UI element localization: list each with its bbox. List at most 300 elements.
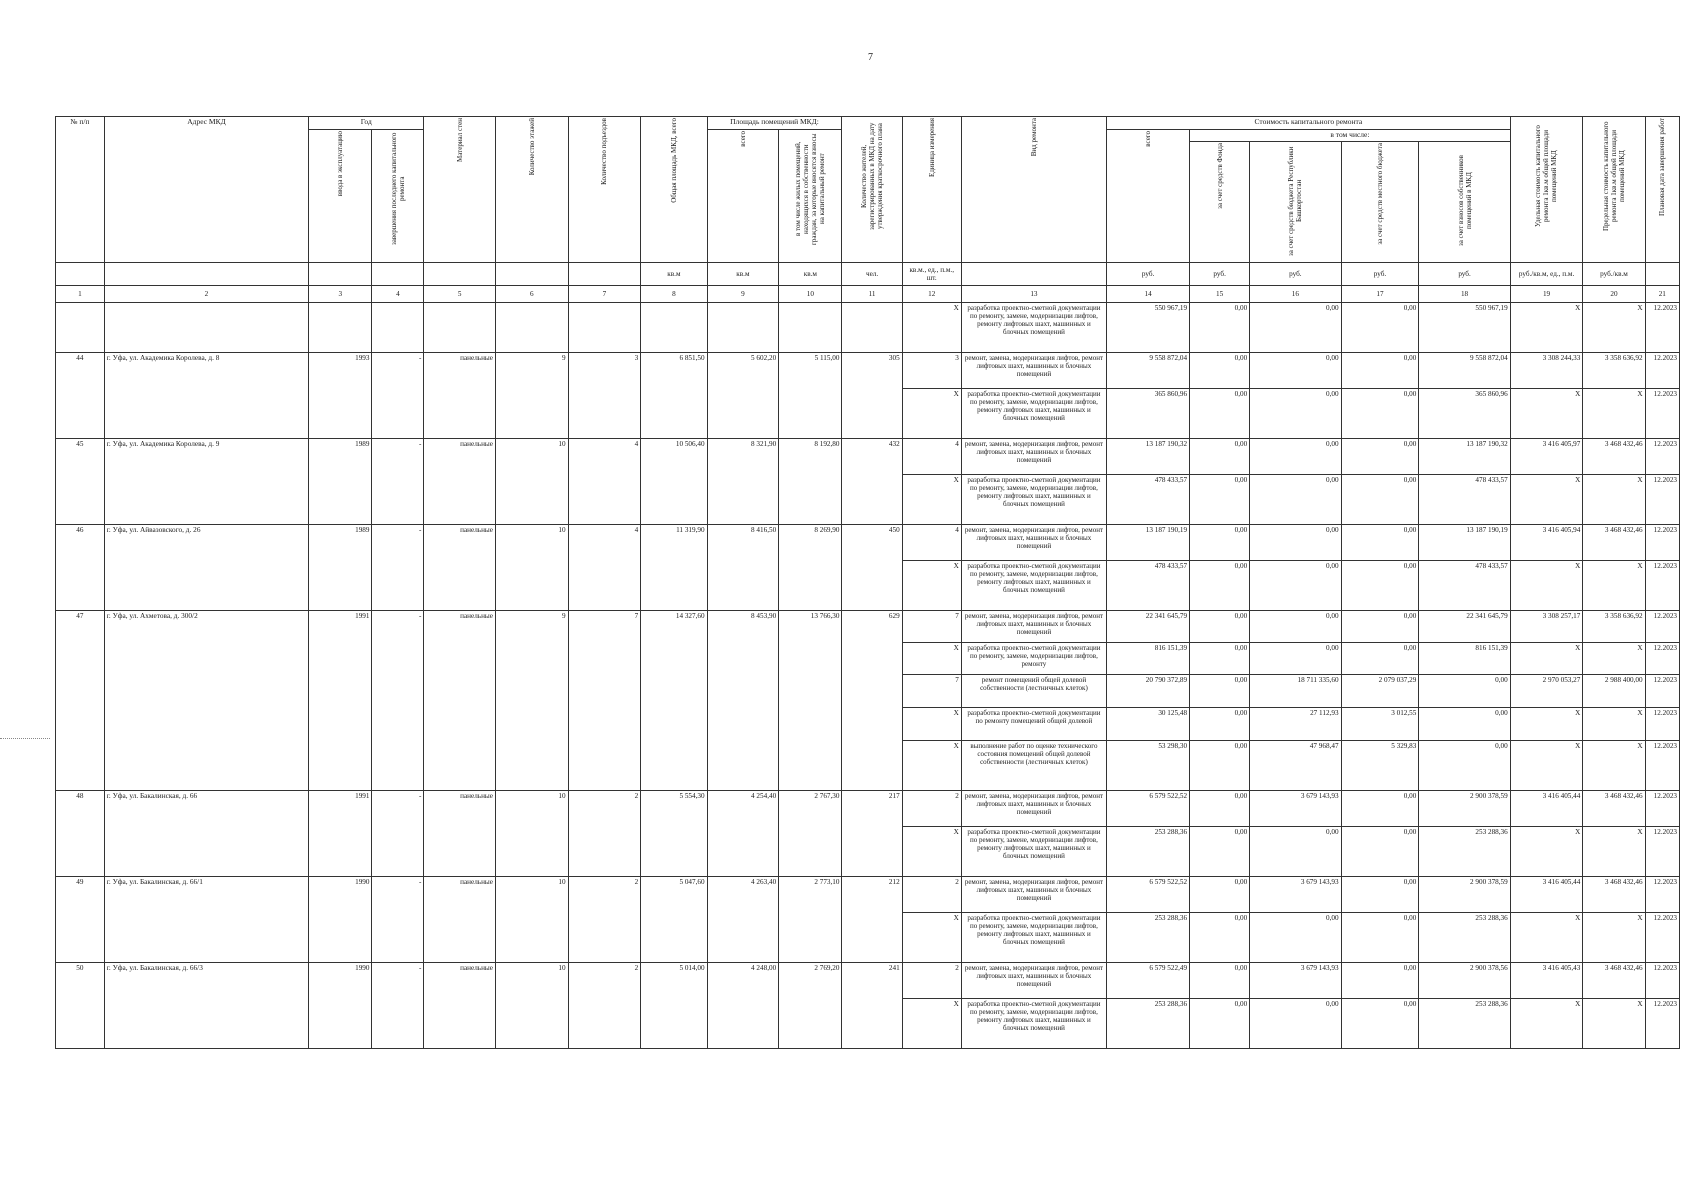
hdr-area-all: всего <box>707 130 779 263</box>
column-numbers-row <box>56 285 1680 302</box>
cost-local-cell: 0,00 <box>1341 352 1419 388</box>
area-owned-cell: 2 769,20 <box>779 962 842 1048</box>
cost-rb-cell: 0,00 <box>1250 474 1341 524</box>
cost-total-cell: 478 433,57 <box>1107 560 1190 610</box>
cost-owners-cell: 2 900 378,59 <box>1419 790 1510 826</box>
cost-owners-cell: 0,00 <box>1419 707 1510 740</box>
cost-owners-cell: 478 433,57 <box>1419 560 1510 610</box>
cost-local-cell: 0,00 <box>1341 912 1419 962</box>
unit-count-cell: 2 <box>902 790 961 826</box>
year-last-repair-cell: - <box>372 524 424 610</box>
unit-cell <box>372 262 424 285</box>
table-row <box>56 790 1680 826</box>
deadline-cell: 12.2023 <box>1645 302 1679 352</box>
cost-owners-cell: 2 900 378,59 <box>1419 876 1510 912</box>
work-type-cell: разработка проектно-сметной документации по ремонту помещений общей долевой <box>961 707 1106 740</box>
cost-rb-cell: 0,00 <box>1250 352 1341 388</box>
work-type-cell: ремонт, замена, модернизация лифтов, ремонт лифтовых шахт, машинных и блочных помещений <box>961 876 1106 912</box>
cost-local-cell: 5 329,83 <box>1341 740 1419 790</box>
unit-cost-cell: 3 416 405,44 <box>1510 790 1583 826</box>
cost-total-cell: 6 579 522,52 <box>1107 876 1190 912</box>
page-number: 7 <box>868 52 873 63</box>
cost-fund-cell: 0,00 <box>1190 474 1250 524</box>
work-type-cell: разработка проектно-сметной документации по ремонту, замене, модернизации лифтов, ремонту лифтовых шахт, машинных и блочных помещений <box>961 826 1106 876</box>
cost-rb-cell: 47 968,47 <box>1250 740 1341 790</box>
hdr-num: № п/п <box>56 117 105 263</box>
unit-cell <box>424 262 496 285</box>
work-type-cell: ремонт, замена, модернизация лифтов, ремонт лифтовых шахт, машинных и блочных помещений <box>961 524 1106 560</box>
hdr-year-last-repair: завершения последнего капитального ремонта <box>372 130 424 263</box>
year-last-repair-cell: - <box>372 962 424 1048</box>
cost-owners-cell: 0,00 <box>1419 740 1510 790</box>
unit-cell <box>104 262 308 285</box>
area-all-cell: 4 248,00 <box>707 962 779 1048</box>
address-cell: г. Уфа, ул. Бакалинская, д. 66/1 <box>104 876 308 962</box>
residents-cell: 450 <box>842 524 902 610</box>
work-type-cell: разработка проектно-сметной документации по ремонту, замене, модернизации лифтов, ремонту <box>961 642 1106 674</box>
cost-rb-cell: 3 679 143,93 <box>1250 962 1341 998</box>
cost-total-cell: 816 151,39 <box>1107 642 1190 674</box>
unit-cost-cell: 3 308 244,33 <box>1510 352 1583 388</box>
limit-cost-cell: 2 988 400,00 <box>1583 674 1645 707</box>
cost-rb-cell: 3 679 143,93 <box>1250 876 1341 912</box>
year-commission-cell: 1990 <box>309 962 372 1048</box>
unit-count-cell: X <box>902 642 961 674</box>
unit-cost-cell: X <box>1510 560 1583 610</box>
entrances-cell <box>568 302 641 352</box>
deadline-cell: 12.2023 <box>1645 352 1679 388</box>
year-last-repair-cell: - <box>372 352 424 438</box>
table-row <box>56 962 1680 998</box>
header-row-1 <box>56 117 1680 130</box>
entrances-cell: 2 <box>568 876 641 962</box>
unit-cost-cell: X <box>1510 302 1583 352</box>
cost-rb-cell: 0,00 <box>1250 826 1341 876</box>
column-number-cell: 20 <box>1583 285 1645 302</box>
area-owned-cell: 13 766,30 <box>779 610 842 790</box>
column-number-cell: 1 <box>56 285 105 302</box>
unit-count-cell: X <box>902 388 961 438</box>
cost-rb-cell: 18 711 335,60 <box>1250 674 1341 707</box>
unit-count-cell: X <box>902 474 961 524</box>
deadline-cell: 12.2023 <box>1645 912 1679 962</box>
work-type-cell: ремонт, замена, модернизация лифтов, ремонт лифтовых шахт, машинных и блочных помещений <box>961 438 1106 474</box>
residents-cell <box>842 302 902 352</box>
deadline-cell: 12.2023 <box>1645 826 1679 876</box>
cost-fund-cell: 0,00 <box>1190 674 1250 707</box>
cost-local-cell: 2 079 037,29 <box>1341 674 1419 707</box>
unit-count-cell: 4 <box>902 438 961 474</box>
residents-cell: 241 <box>842 962 902 1048</box>
work-type-cell: разработка проектно-сметной документации по ремонту, замене, модернизации лифтов, ремонту лифтовых шахт, машинных и блочных помещений <box>961 388 1106 438</box>
cost-fund-cell: 0,00 <box>1190 826 1250 876</box>
cost-rb-cell: 0,00 <box>1250 302 1341 352</box>
entrances-cell: 4 <box>568 524 641 610</box>
cost-owners-cell: 478 433,57 <box>1419 474 1510 524</box>
deadline-cell: 12.2023 <box>1645 560 1679 610</box>
cost-total-cell: 253 288,36 <box>1107 826 1190 876</box>
cost-local-cell: 0,00 <box>1341 998 1419 1048</box>
unit-count-cell: X <box>902 707 961 740</box>
area-owned-cell: 2 767,30 <box>779 790 842 876</box>
deadline-cell: 12.2023 <box>1645 674 1679 707</box>
cost-total-cell: 22 341 645,79 <box>1107 610 1190 642</box>
hdr-entrances: Количество подъездов <box>568 117 641 263</box>
unit-count-cell: X <box>902 302 961 352</box>
deadline-cell: 12.2023 <box>1645 740 1679 790</box>
wall-material-cell: панельные <box>424 524 496 610</box>
hdr-unit-cost: Удельная стоимость капитального ремонта 1кв.м общей площади помещений МКД <box>1510 117 1583 263</box>
address-cell: г. Уфа, ул. Бакалинская, д. 66 <box>104 790 308 876</box>
limit-cost-cell: X <box>1583 826 1645 876</box>
hdr-cost-total: всего <box>1107 130 1190 263</box>
unit-cost-cell: X <box>1510 474 1583 524</box>
unit-cell: руб. <box>1190 262 1250 285</box>
unit-count-cell: 7 <box>902 610 961 642</box>
cost-fund-cell: 0,00 <box>1190 352 1250 388</box>
deadline-cell: 12.2023 <box>1645 610 1679 642</box>
limit-cost-cell: X <box>1583 642 1645 674</box>
floors-cell: 10 <box>495 962 568 1048</box>
column-number-cell: 14 <box>1107 285 1190 302</box>
column-number-cell: 21 <box>1645 285 1679 302</box>
total-area-cell: 10 506,40 <box>641 438 707 524</box>
cost-local-cell: 0,00 <box>1341 610 1419 642</box>
limit-cost-cell: 3 358 636,92 <box>1583 352 1645 388</box>
deadline-cell: 12.2023 <box>1645 790 1679 826</box>
work-type-cell: разработка проектно-сметной документации по ремонту, замене, модернизации лифтов, ремонту лифтовых шахт, машинных и блочных помещений <box>961 998 1106 1048</box>
entrances-cell: 3 <box>568 352 641 438</box>
hdr-cost-owners: за счет взносов собственников помещений в МКД <box>1419 141 1510 262</box>
row-number: 46 <box>56 524 105 610</box>
unit-cost-cell: 3 308 257,17 <box>1510 610 1583 642</box>
cost-owners-cell: 13 187 190,19 <box>1419 524 1510 560</box>
deadline-cell: 12.2023 <box>1645 642 1679 674</box>
cost-local-cell: 0,00 <box>1341 826 1419 876</box>
work-type-cell: ремонт помещений общей долевой собственности (лестничных клеток) <box>961 674 1106 707</box>
table-row <box>56 524 1680 560</box>
hdr-premises-group: Площадь помещений МКД: <box>707 117 842 130</box>
limit-cost-cell: X <box>1583 912 1645 962</box>
column-number-cell: 2 <box>104 285 308 302</box>
work-type-cell: выполнение работ по оценке технического состояния помещений общей долевой собственности (лестничных клеток) <box>961 740 1106 790</box>
column-number-cell: 16 <box>1250 285 1341 302</box>
cost-owners-cell: 253 288,36 <box>1419 826 1510 876</box>
cost-owners-cell: 0,00 <box>1419 674 1510 707</box>
cost-owners-cell: 2 900 378,56 <box>1419 962 1510 998</box>
column-number-cell: 13 <box>961 285 1106 302</box>
cost-fund-cell: 0,00 <box>1190 438 1250 474</box>
cost-rb-cell: 0,00 <box>1250 388 1341 438</box>
floors-cell: 10 <box>495 876 568 962</box>
year-commission-cell <box>309 302 372 352</box>
column-number-cell: 12 <box>902 285 961 302</box>
wall-material-cell: панельные <box>424 790 496 876</box>
total-area-cell: 5 047,60 <box>641 876 707 962</box>
column-number-cell: 17 <box>1341 285 1419 302</box>
column-number-cell: 11 <box>842 285 902 302</box>
year-commission-cell: 1989 <box>309 438 372 524</box>
year-commission-cell: 1990 <box>309 876 372 962</box>
cost-total-cell: 253 288,36 <box>1107 998 1190 1048</box>
column-number-cell: 8 <box>641 285 707 302</box>
unit-cell: кв.м <box>641 262 707 285</box>
year-commission-cell: 1993 <box>309 352 372 438</box>
limit-cost-cell: X <box>1583 998 1645 1048</box>
area-all-cell: 4 263,40 <box>707 876 779 962</box>
cost-rb-cell: 0,00 <box>1250 642 1341 674</box>
unit-cell: кв.м., ед., п.м., шт. <box>902 262 961 285</box>
address-cell <box>104 302 308 352</box>
hdr-address: Адрес МКД <box>104 117 308 263</box>
column-number-cell: 18 <box>1419 285 1510 302</box>
year-commission-cell: 1991 <box>309 790 372 876</box>
work-type-cell: ремонт, замена, модернизация лифтов, ремонт лифтовых шахт, машинных и блочных помещений <box>961 790 1106 826</box>
year-last-repair-cell: - <box>372 438 424 524</box>
area-all-cell: 8 453,90 <box>707 610 779 790</box>
hdr-cost-rb: за счет средств бюджета Республики Башкортостан <box>1250 141 1341 262</box>
deadline-cell: 12.2023 <box>1645 388 1679 438</box>
unit-count-cell: 3 <box>902 352 961 388</box>
residents-cell: 212 <box>842 876 902 962</box>
cost-fund-cell: 0,00 <box>1190 707 1250 740</box>
cost-fund-cell: 0,00 <box>1190 642 1250 674</box>
cost-local-cell: 0,00 <box>1341 560 1419 610</box>
area-all-cell: 8 321,90 <box>707 438 779 524</box>
column-number-cell: 5 <box>424 285 496 302</box>
floors-cell: 9 <box>495 610 568 790</box>
table-row <box>56 438 1680 474</box>
unit-cell: руб. <box>1419 262 1510 285</box>
cost-local-cell: 0,00 <box>1341 438 1419 474</box>
cost-rb-cell: 0,00 <box>1250 438 1341 474</box>
residents-cell: 432 <box>842 438 902 524</box>
cost-fund-cell: 0,00 <box>1190 610 1250 642</box>
unit-cost-cell: 3 416 405,43 <box>1510 962 1583 998</box>
deadline-cell: 12.2023 <box>1645 962 1679 998</box>
column-number-cell: 19 <box>1510 285 1583 302</box>
work-type-cell: разработка проектно-сметной документации по ремонту, замене, модернизации лифтов, ремонту лифтовых шахт, машинных и блочных помещений <box>961 560 1106 610</box>
cost-local-cell: 0,00 <box>1341 642 1419 674</box>
residents-cell: 217 <box>842 790 902 876</box>
unit-count-cell: X <box>902 826 961 876</box>
cost-owners-cell: 253 288,36 <box>1419 998 1510 1048</box>
cost-total-cell: 365 860,96 <box>1107 388 1190 438</box>
entrances-cell: 7 <box>568 610 641 790</box>
units-row <box>56 262 1680 285</box>
unit-cell: руб. <box>1107 262 1190 285</box>
hdr-total-area: Общая площадь МКД, всего <box>641 117 707 263</box>
cost-local-cell: 0,00 <box>1341 524 1419 560</box>
hdr-cost-fund: за счет средств Фонда <box>1190 141 1250 262</box>
cost-fund-cell: 0,00 <box>1190 302 1250 352</box>
hdr-work-type: Вид ремонта <box>961 117 1106 263</box>
cost-local-cell: 0,00 <box>1341 790 1419 826</box>
entrances-cell: 2 <box>568 790 641 876</box>
column-number-cell: 10 <box>779 285 842 302</box>
hdr-area-owned: в том числе жилых помещений, находящихся в собственности граждан, за которые вносятся взносы на капитальный ремонт <box>779 130 842 263</box>
cost-rb-cell: 0,00 <box>1250 998 1341 1048</box>
deadline-cell: 12.2023 <box>1645 438 1679 474</box>
work-type-cell: ремонт, замена, модернизация лифтов, ремонт лифтовых шахт, машинных и блочных помещений <box>961 610 1106 642</box>
limit-cost-cell: 3 468 432,46 <box>1583 962 1645 998</box>
hdr-limit-cost: Предельная стоимость капитального ремонта 1кв.м общей площади помещений МКД <box>1583 117 1645 263</box>
deadline-cell: 12.2023 <box>1645 474 1679 524</box>
cost-total-cell: 53 298,30 <box>1107 740 1190 790</box>
entrances-cell: 4 <box>568 438 641 524</box>
deadline-cell: 12.2023 <box>1645 876 1679 912</box>
hdr-unit: Единица измерения <box>902 117 961 263</box>
cost-total-cell: 20 790 372,89 <box>1107 674 1190 707</box>
floors-cell: 10 <box>495 790 568 876</box>
cost-total-cell: 9 558 872,04 <box>1107 352 1190 388</box>
row-number: 48 <box>56 790 105 876</box>
total-area-cell <box>641 302 707 352</box>
cost-total-cell: 6 579 522,52 <box>1107 790 1190 826</box>
total-area-cell: 5 014,00 <box>641 962 707 1048</box>
row-number: 45 <box>56 438 105 524</box>
cost-owners-cell: 816 151,39 <box>1419 642 1510 674</box>
address-cell: г. Уфа, ул. Айвазовского, д. 26 <box>104 524 308 610</box>
unit-count-cell: 4 <box>902 524 961 560</box>
limit-cost-cell: 3 468 432,46 <box>1583 876 1645 912</box>
cost-fund-cell: 0,00 <box>1190 524 1250 560</box>
wall-material-cell: панельные <box>424 962 496 1048</box>
wall-material-cell: панельные <box>424 876 496 962</box>
unit-cell <box>309 262 372 285</box>
area-owned-cell: 8 269,90 <box>779 524 842 610</box>
area-all-cell <box>707 302 779 352</box>
unit-cell <box>56 262 105 285</box>
unit-cell: руб. <box>1250 262 1341 285</box>
wall-material-cell: панельные <box>424 610 496 790</box>
hdr-cost-local: за счет средств местного бюджета <box>1341 141 1419 262</box>
address-cell: г. Уфа, ул. Академика Королева, д. 8 <box>104 352 308 438</box>
area-owned-cell: 8 192,80 <box>779 438 842 524</box>
total-area-cell: 6 851,50 <box>641 352 707 438</box>
column-number-cell: 3 <box>309 285 372 302</box>
unit-cell: руб./кв.м, ед., п.м. <box>1510 262 1583 285</box>
cost-local-cell: 0,00 <box>1341 876 1419 912</box>
residents-cell: 305 <box>842 352 902 438</box>
column-number-cell: 7 <box>568 285 641 302</box>
cost-fund-cell: 0,00 <box>1190 912 1250 962</box>
column-number-cell: 4 <box>372 285 424 302</box>
cost-local-cell: 0,00 <box>1341 388 1419 438</box>
cost-owners-cell: 550 967,19 <box>1419 302 1510 352</box>
cost-rb-cell: 3 679 143,93 <box>1250 790 1341 826</box>
work-type-cell: разработка проектно-сметной документации по ремонту, замене, модернизации лифтов, ремонту лифтовых шахт, машинных и блочных помещений <box>961 912 1106 962</box>
limit-cost-cell: X <box>1583 302 1645 352</box>
unit-count-cell: 2 <box>902 962 961 998</box>
floors-cell: 9 <box>495 352 568 438</box>
unit-cost-cell: 2 970 053,27 <box>1510 674 1583 707</box>
floors-cell: 10 <box>495 524 568 610</box>
work-type-cell: ремонт, замена, модернизация лифтов, ремонт лифтовых шахт, машинных и блочных помещений <box>961 352 1106 388</box>
row-number: 47 <box>56 610 105 790</box>
cost-fund-cell: 0,00 <box>1190 560 1250 610</box>
unit-count-cell: 7 <box>902 674 961 707</box>
row-number: 44 <box>56 352 105 438</box>
unit-cell: руб./кв.м <box>1583 262 1645 285</box>
unit-count-cell: X <box>902 998 961 1048</box>
year-last-repair-cell: - <box>372 790 424 876</box>
limit-cost-cell: 3 468 432,46 <box>1583 524 1645 560</box>
deadline-cell: 12.2023 <box>1645 998 1679 1048</box>
unit-cell: кв.м <box>779 262 842 285</box>
cost-total-cell: 30 125,48 <box>1107 707 1190 740</box>
cost-fund-cell: 0,00 <box>1190 998 1250 1048</box>
hdr-floors: Количество этажей <box>495 117 568 263</box>
cost-rb-cell: 27 112,93 <box>1250 707 1341 740</box>
address-cell: г. Уфа, ул. Бакалинская, д. 66/3 <box>104 962 308 1048</box>
address-cell: г. Уфа, ул. Академика Королева, д. 9 <box>104 438 308 524</box>
hdr-year-commission: ввода в эксплуатацию <box>309 130 372 263</box>
cost-owners-cell: 22 341 645,79 <box>1419 610 1510 642</box>
row-number: 50 <box>56 962 105 1048</box>
residents-cell: 629 <box>842 610 902 790</box>
total-area-cell: 11 319,90 <box>641 524 707 610</box>
area-all-cell: 4 254,40 <box>707 790 779 876</box>
unit-cell <box>568 262 641 285</box>
wall-material-cell: панельные <box>424 352 496 438</box>
unit-cost-cell: X <box>1510 388 1583 438</box>
cost-local-cell: 3 012,55 <box>1341 707 1419 740</box>
unit-cell <box>961 262 1106 285</box>
unit-cell <box>1645 262 1679 285</box>
limit-cost-cell: X <box>1583 707 1645 740</box>
hdr-year-group: Год <box>309 117 424 130</box>
deadline-cell: 12.2023 <box>1645 524 1679 560</box>
year-last-repair-cell: - <box>372 876 424 962</box>
area-all-cell: 5 602,20 <box>707 352 779 438</box>
cost-total-cell: 13 187 190,32 <box>1107 438 1190 474</box>
cost-total-cell: 6 579 522,49 <box>1107 962 1190 998</box>
row-number <box>56 302 105 352</box>
cost-fund-cell: 0,00 <box>1190 740 1250 790</box>
unit-cell: кв.м <box>707 262 779 285</box>
cost-owners-cell: 365 860,96 <box>1419 388 1510 438</box>
cost-total-cell: 253 288,36 <box>1107 912 1190 962</box>
limit-cost-cell: X <box>1583 560 1645 610</box>
cost-owners-cell: 253 288,36 <box>1419 912 1510 962</box>
cost-fund-cell: 0,00 <box>1190 790 1250 826</box>
total-area-cell: 14 327,60 <box>641 610 707 790</box>
cost-owners-cell: 9 558 872,04 <box>1419 352 1510 388</box>
work-type-cell: разработка проектно-сметной документации по ремонту, замене, модернизации лифтов, ремонту лифтовых шахт, машинных и блочных помещений <box>961 474 1106 524</box>
hdr-incl-group: в том числе: <box>1190 130 1511 142</box>
limit-cost-cell: 3 468 432,46 <box>1583 438 1645 474</box>
limit-cost-cell: X <box>1583 474 1645 524</box>
unit-cell: руб. <box>1341 262 1419 285</box>
unit-count-cell: X <box>902 912 961 962</box>
cost-local-cell: 0,00 <box>1341 962 1419 998</box>
table-row <box>56 876 1680 912</box>
hdr-cost-group: Стоимость капитального ремонта <box>1107 117 1511 130</box>
row-number: 49 <box>56 876 105 962</box>
cost-local-cell: 0,00 <box>1341 302 1419 352</box>
hdr-deadline: Плановая дата завершения работ <box>1645 117 1679 263</box>
unit-cost-cell: X <box>1510 642 1583 674</box>
cost-total-cell: 13 187 190,19 <box>1107 524 1190 560</box>
unit-count-cell: 2 <box>902 876 961 912</box>
address-cell: г. Уфа, ул. Ахметова, д. 300/2 <box>104 610 308 790</box>
unit-cell: чел. <box>842 262 902 285</box>
hdr-wall-material: Материал стен <box>424 117 496 263</box>
limit-cost-cell: X <box>1583 740 1645 790</box>
unit-cell <box>495 262 568 285</box>
area-owned-cell <box>779 302 842 352</box>
